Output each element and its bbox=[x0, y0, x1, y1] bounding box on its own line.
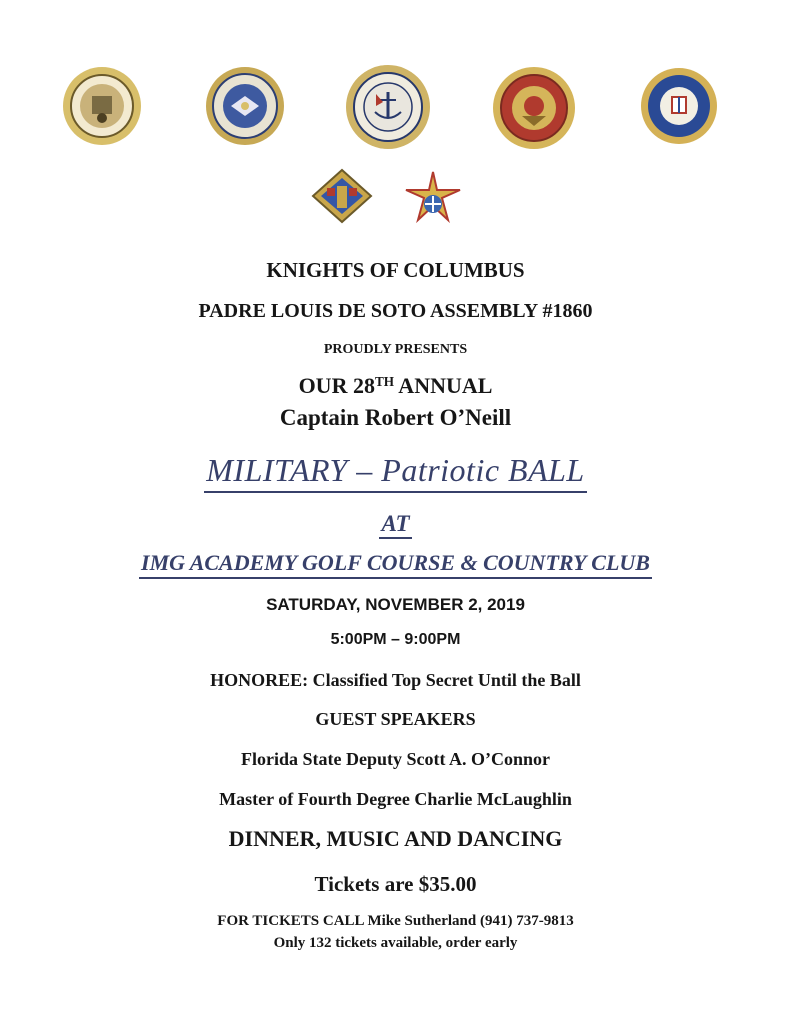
annual-prefix: OUR 28 bbox=[298, 373, 375, 398]
venue-name: IMG ACADEMY GOLF COURSE & COUNTRY CLUB bbox=[139, 550, 652, 579]
speaker-2: Master of Fourth Degree Charlie McLaughlin bbox=[219, 789, 572, 809]
at-label: AT bbox=[379, 511, 411, 539]
annual-line bbox=[0, 373, 791, 399]
event-date: SATURDAY, NOVEMBER 2, 2019 bbox=[266, 595, 525, 614]
ticket-contact: FOR TICKETS CALL Mike Sutherland (941) 737-9813 bbox=[217, 913, 574, 929]
fourth-degree-emblem bbox=[402, 170, 464, 226]
venue-wrap bbox=[0, 550, 791, 579]
navy-seal bbox=[345, 64, 431, 150]
knights-of-columbus-emblem bbox=[311, 168, 373, 224]
annual-sup: TH bbox=[374, 373, 395, 389]
ticket-availability: Only 132 tickets available, order early bbox=[273, 935, 518, 951]
coast-guard-seal bbox=[640, 67, 718, 145]
annual-suffix: ANNUAL bbox=[394, 373, 493, 398]
ticket-price: Tickets are $35.00 bbox=[314, 872, 477, 896]
event-time: 5:00PM – 9:00PM bbox=[330, 631, 461, 648]
event-title-wrap bbox=[0, 452, 791, 493]
army-seal bbox=[62, 66, 142, 146]
event-title: MILITARY – Patriotic BALL bbox=[204, 452, 586, 493]
air-force-seal bbox=[205, 66, 285, 146]
entertainment: DINNER, MUSIC AND DANCING bbox=[228, 826, 563, 851]
guest-speakers-heading: GUEST SPEAKERS bbox=[315, 709, 476, 729]
proudly-presents: PROUDLY PRESENTS bbox=[323, 342, 468, 357]
marine-corps-seal bbox=[492, 66, 576, 150]
assembly-name: PADRE LOUIS DE SOTO ASSEMBLY #1860 bbox=[198, 300, 593, 322]
organization-name: KNIGHTS OF COLUMBUS bbox=[266, 258, 525, 282]
captain-name: Captain Robert O’Neill bbox=[279, 405, 512, 430]
honoree: HONOREE: Classified Top Secret Until the Ball bbox=[210, 670, 581, 690]
speaker-1: Florida State Deputy Scott A. O’Connor bbox=[241, 749, 550, 769]
at-wrap bbox=[0, 511, 791, 539]
